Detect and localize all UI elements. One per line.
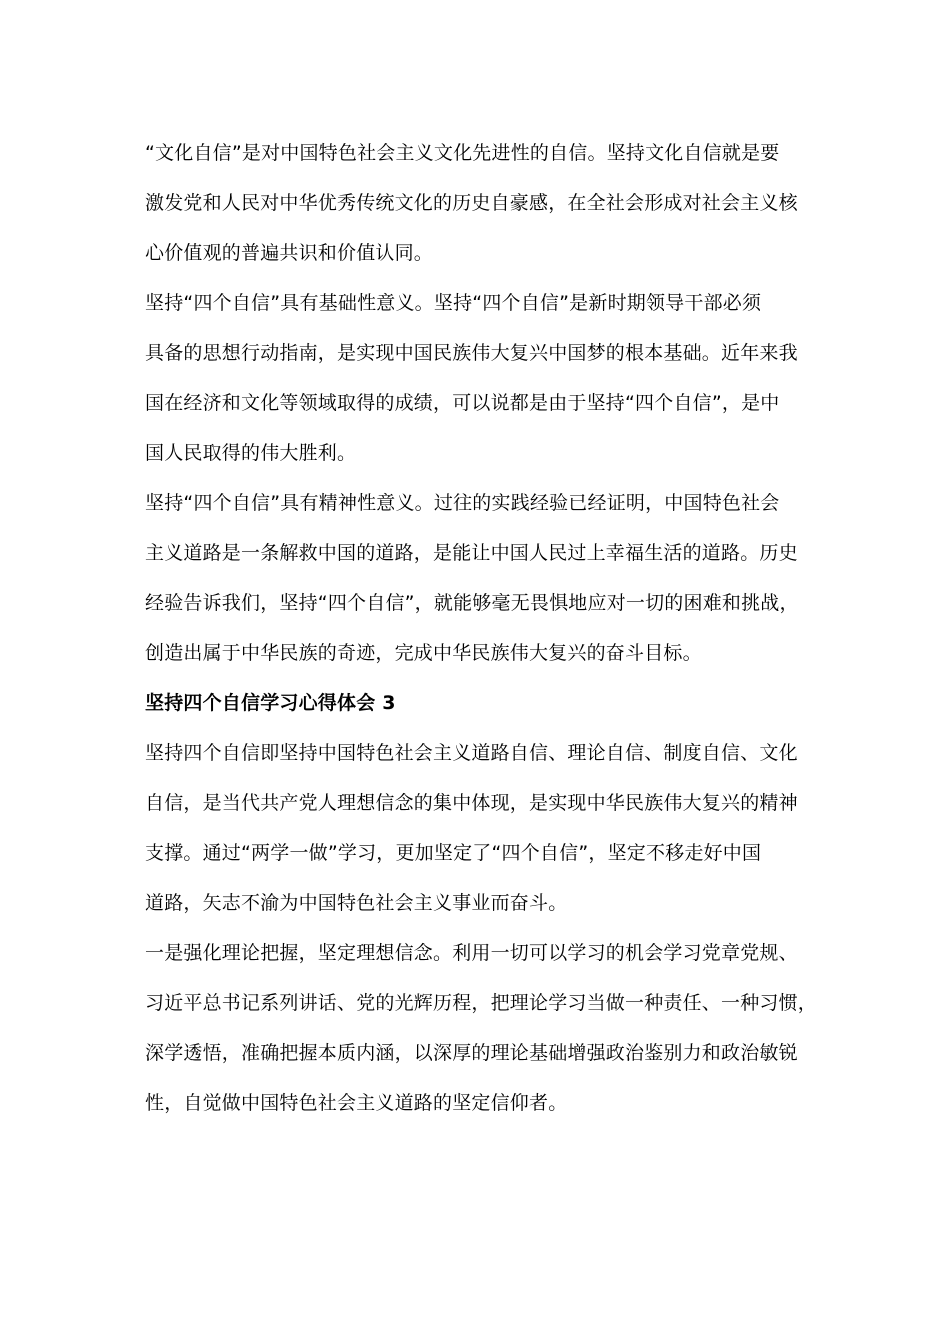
text-line: 一是强化理论把握，坚定理想信念。利用一切可以学习的机会学习党章党规、 xyxy=(145,942,798,964)
text-line: 性，自觉做中国特色社会主义道路的坚定信仰者。 xyxy=(145,1092,568,1114)
section-heading xyxy=(145,678,809,728)
text-line: 习近平总书记系列讲话、党的光辉历程，把理论学习当做一种责任、一种习惯， xyxy=(145,992,818,1014)
text-line: 坚持“四个自信”具有精神性意义。过往的实践经验已经证明，中国特色社会 xyxy=(145,492,780,514)
text-line: 道路，矢志不渝为中国特色社会主义事业而奋斗。 xyxy=(145,892,568,914)
text-line: 主义道路是一条解救中国的道路，是能让中国人民过上幸福生活的道路。历史 xyxy=(145,542,798,564)
text-line: 国人民取得的伟大胜利。 xyxy=(145,442,357,464)
paragraph xyxy=(145,128,809,278)
paragraph xyxy=(145,478,809,678)
text-line: 坚持“四个自信”具有基础性意义。坚持“四个自信”是新时期领导干部必须 xyxy=(145,292,762,314)
paragraph xyxy=(145,278,809,478)
text-line: 国在经济和文化等领域取得的成绩，可以说都是由于坚持“四个自信”，是中 xyxy=(145,392,780,414)
text-line: 经验告诉我们，坚持“四个自信”，就能够毫无畏惧地应对一切的困难和挑战， xyxy=(145,592,799,614)
heading-line: 坚持四个自信学习心得体会 3 xyxy=(145,692,396,714)
text-line: 激发党和人民对中华优秀传统文化的历史自豪感，在全社会形成对社会主义核 xyxy=(145,192,798,214)
text-line: 具备的思想行动指南，是实现中国民族伟大复兴中国梦的根本基础。近年来我 xyxy=(145,342,798,364)
text-line: 自信，是当代共产党人理想信念的集中体现，是实现中华民族伟大复兴的精神 xyxy=(145,792,798,814)
text-line: “文化自信”是对中国特色社会主义文化先进性的自信。坚持文化自信就是要 xyxy=(145,142,780,164)
paragraph xyxy=(145,928,818,1128)
text-line: 坚持四个自信即坚持中国特色社会主义道路自信、理论自信、制度自信、文化 xyxy=(145,742,798,764)
text-line: 创造出属于中华民族的奇迹，完成中华民族伟大复兴的奋斗目标。 xyxy=(145,642,702,664)
text-line: 深学透悟，准确把握本质内涵，以深厚的理论基础增强政治鉴别力和政治敏锐 xyxy=(145,1042,798,1064)
document-body xyxy=(145,128,818,1128)
text-line: 支撑。通过“两学一做”学习，更加坚定了“四个自信”，坚定不移走好中国 xyxy=(145,842,762,864)
text-line: 心价值观的普遍共识和价值认同。 xyxy=(145,242,434,264)
paragraph xyxy=(145,728,809,928)
